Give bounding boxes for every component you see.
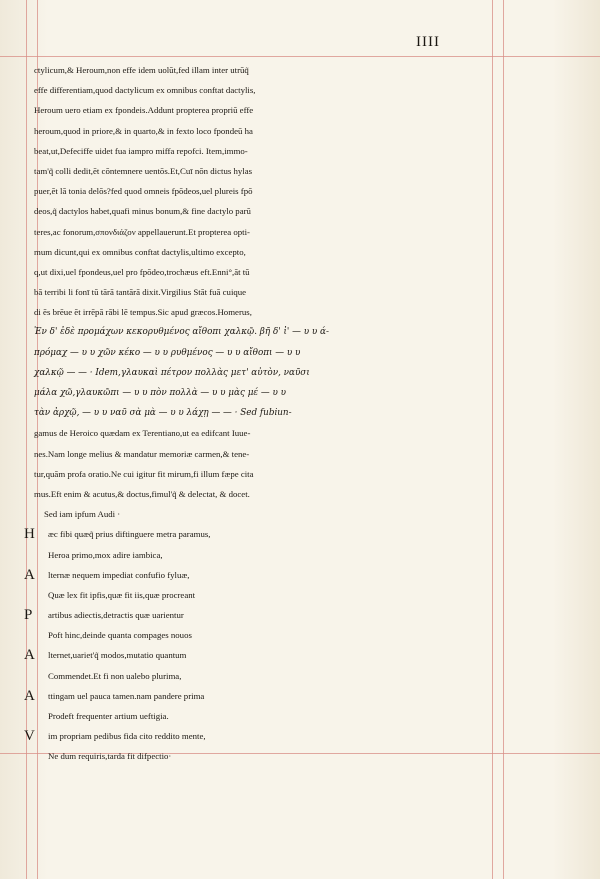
- verse-text: Poft hinc,deinde quanta compages nouos: [48, 630, 192, 641]
- prose-line: mum dicunt,qui ex omnibus conftat dactylis,ultimo excepto,: [34, 246, 246, 257]
- prose-section-1: [34, 60, 494, 322]
- verse-line: [34, 706, 494, 726]
- verse-initial: H: [24, 526, 35, 543]
- greek-line: πρόμαχ — υ υ χῶν κέκο — υ υ ρυθμένος — υ υ αἴθοπι — υ υ: [34, 347, 301, 358]
- greek-line: χαλκῷ — — · Idem,γλαυκαὶ πέτρον πολλὰς μετ' αὐτὸν, ναῦσι: [34, 367, 310, 378]
- verse-text: Commendet.Et fi non ualebo plurima,: [48, 670, 182, 681]
- prose-line: teres,ac fonorum,σπονδιάζον appellauerunt.Et propterea opti-: [34, 226, 250, 237]
- greek-line: μάλα χῶ,γλαυκῶπι — υ υ πὸν πολλὰ — υ υ μὰς μέ — υ υ: [34, 388, 287, 398]
- prose-section-2: [34, 423, 494, 524]
- margin-rule-right-outer: [503, 0, 504, 879]
- folio-number: IIII: [416, 34, 440, 50]
- margin-rule-top: [0, 56, 600, 57]
- prose-line: Heroum uero etiam ex fpondeis.Addunt propterea propriū effe: [34, 105, 254, 116]
- verse-line: [34, 666, 494, 686]
- verse-line: [24, 645, 494, 665]
- verse-text: artibus adiectis,detractis quæ uarientur: [48, 610, 184, 621]
- verse-text: lternet,uariet'q̃ modos,mutatio quantum: [48, 650, 187, 661]
- verse-initial: V: [24, 728, 35, 745]
- greek-quotation: [34, 322, 494, 423]
- verse-initial: A: [24, 647, 35, 664]
- prose-line: nes.Nam longe melius & mandatur memoriæ carmen,& tene-: [34, 448, 250, 459]
- greek-line: τὰν ἀρχῷ, — υ υ ναῦ σὰ μὰ — υ υ λάχῃ — — · Sed fubiun-: [34, 408, 292, 419]
- margin-rule-left-outer: [26, 0, 27, 879]
- verse-line: [24, 565, 494, 585]
- prose-line: gamus de Heroico quædam ex Terentiano,ut ea edifcant Iuue-: [34, 428, 251, 439]
- verse-text: Prodeft frequenter artium ueftigia.: [48, 711, 169, 721]
- verse-initial: A: [24, 566, 35, 583]
- prose-line: tam'q̃ colli dedit,ēt cōntemnere uentōs.Et,Cuī nōn dictus hylas: [34, 165, 253, 176]
- prose-line: heroum,quod in priore,& in quarto,& in fexto loco fpondeū ha: [34, 125, 253, 136]
- verse-text: Ne dum requiris,tarda fit difpectio·: [48, 751, 172, 762]
- greek-line: Ἐν δ' ἐδὲ προμάχων κεκορυθμένος αἴθοπι χαλκῷ. βῆ δ' ἰ' — υ υ ά-: [34, 327, 329, 338]
- verse-line: [34, 625, 494, 645]
- verse-line: [24, 524, 494, 544]
- text-block: [24, 60, 494, 767]
- verse-text: æc fibi quæq̃ prius diftinguere metra paramus,: [48, 529, 211, 540]
- prose-line: ctylicum,& Heroum,non effe idem uolūt,fed illam inter utrūq̃: [34, 65, 249, 75]
- verse-line: [34, 746, 494, 766]
- prose-line: bā terribi li fonī tū tārā tantārā dixit.Virgilius Stāt fuā cuique: [34, 287, 247, 298]
- verse-initial: P: [24, 607, 33, 624]
- prose-line: tur,quām profa oratio.Ne cui igitur fit mirum,fi illum fæpe cita: [34, 468, 254, 479]
- verse-line: [34, 585, 494, 605]
- verse-initial: A: [24, 687, 35, 704]
- prose-line: mus.Eft enim & acutus,& doctus,fimul'q̃ & delectat, & docet.: [34, 488, 250, 499]
- verse-line: [24, 686, 494, 706]
- prose-line: q,ut dixi,uel fpondeus,uel pro fpōdeo,trochæus eft.Enni°,āt tū: [34, 266, 250, 277]
- verse-text: Heroa primo,mox adire iambica,: [48, 549, 163, 560]
- prose-line: beat,ut,Defeciffe uidet fua iampro miffa repofci. Item,immo-: [34, 145, 248, 156]
- prose-line: di ēs brēue ēt irrēpā rābi lē tempus.Sic apud græcos.Homerus,: [34, 307, 252, 318]
- verse-text: im propriam pedibus fida cito reddito mente,: [48, 731, 206, 742]
- prose-line: effe differentiam,quod dactylicum ex omnibus conftat dactylis,: [34, 85, 256, 96]
- verse-line: [24, 726, 494, 746]
- verse-text: lternæ nequem impediat confufio fyluæ,: [48, 569, 190, 580]
- prose-line: deos,q̃ dactylos habet,quafi minus bonum,& fine dactylo parū: [34, 206, 251, 217]
- verse-section: [24, 524, 494, 766]
- verse-text: ttingam uel pauca tamen.nam pandere prima: [48, 690, 205, 701]
- verse-line: [34, 545, 494, 565]
- prose-line: Sed iam ipfum Audi ·: [44, 509, 121, 520]
- verse-text: Quæ lex fit ipfis,quæ fit iis,quæ procreant: [48, 589, 196, 600]
- verse-line: [24, 605, 494, 625]
- prose-line: puer,ēt lā tonia delōs?fed quod omneis fpōdeos,uel plureis fpō: [34, 186, 253, 197]
